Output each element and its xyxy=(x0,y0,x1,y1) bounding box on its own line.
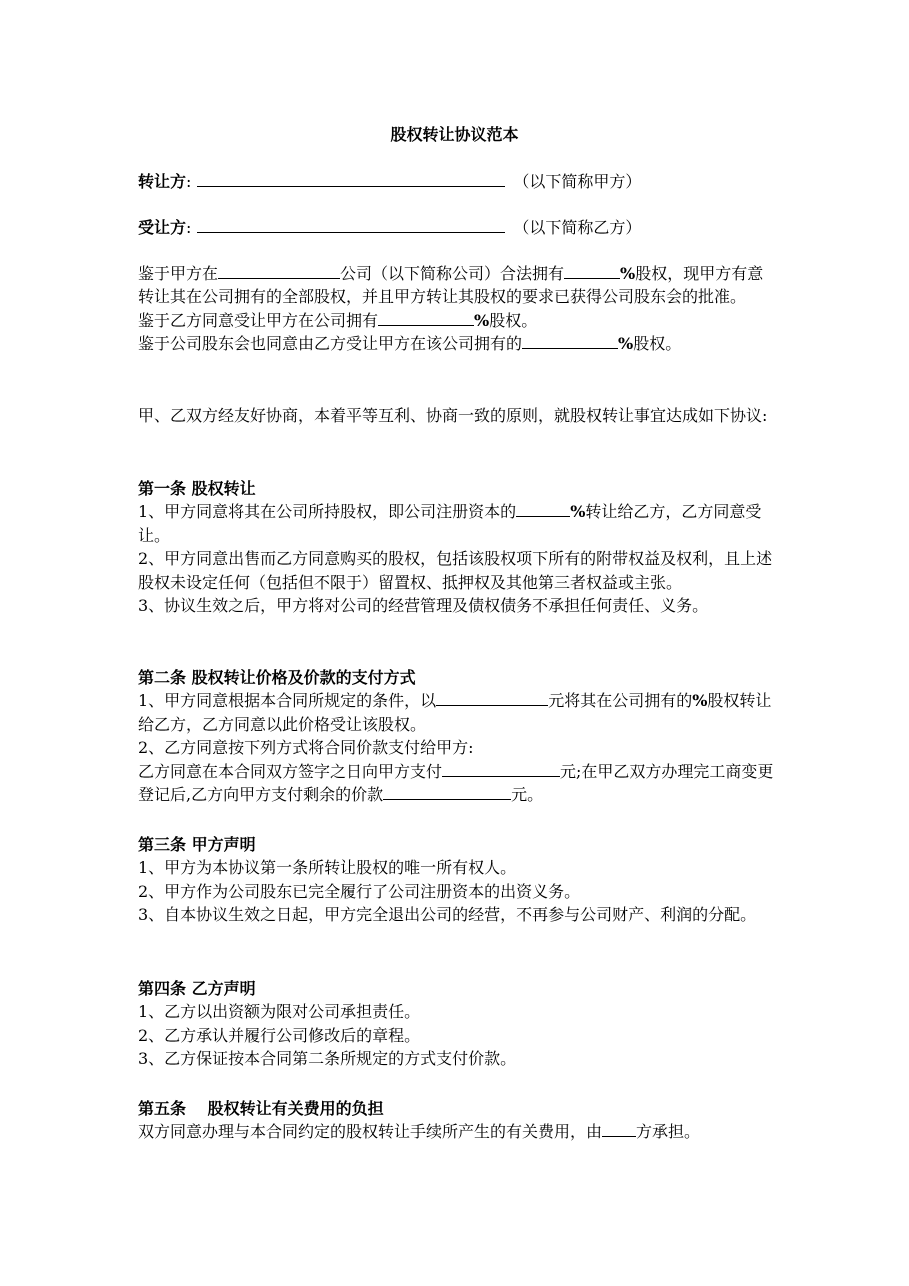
article-2-percent: % xyxy=(692,691,708,711)
article-1-item-3: 3、协议生效之后，甲方将对公司的经营管理及债权债务不承担任何责任、义务。 xyxy=(138,596,709,616)
article-2-item-3-text-a: 乙方同意在本合同双方签字之日向甲方支付 xyxy=(138,761,443,781)
article-4-heading: 第四条 乙方声明 xyxy=(138,979,256,998)
article-2-item-1 xyxy=(138,689,778,736)
article-4-item-2: 2、乙方承认并履行公司修改后的章程。 xyxy=(138,1025,421,1045)
intro-text: 甲、乙双方经友好协商，本着平等互利、协商一致的原则，就股权转让事宜达成如下协议: xyxy=(138,406,768,425)
intro-paragraph xyxy=(138,404,778,427)
article-5-heading: 第五条 股权转让有关费用的负担 xyxy=(138,1099,384,1118)
article-4 xyxy=(138,977,778,1071)
article-3-item-3: 3、自本协议生效之日起，甲方完全退出公司的经营，不再参与公司财产、利润的分配。 xyxy=(138,905,757,925)
article-3-item-1: 1、甲方为本协议第一条所转让股权的唯一所有权人。 xyxy=(138,858,517,878)
recital-3-blank xyxy=(522,334,618,349)
recital-2-blank xyxy=(378,311,474,326)
article-1-item-1 xyxy=(138,500,778,547)
article-2-item-2: 2、乙方同意按下列方式将合同价款支付给甲方: xyxy=(138,738,474,758)
recital-3 xyxy=(138,332,778,355)
article-2-item-1-text-a: 1、甲方同意根据本合同所规定的条件，以 xyxy=(138,691,437,711)
recital-2-percent: % xyxy=(474,310,490,330)
company-blank xyxy=(218,264,340,279)
article-2-item-1-text-d: 股权转让给乙方，乙方同意以此价格受让该股权。 xyxy=(138,691,772,734)
article-1-percent: % xyxy=(570,502,586,522)
document-title: 股权转让协议范本 xyxy=(390,125,519,144)
transferee-label: 受让方 xyxy=(138,218,187,237)
article-5 xyxy=(138,1097,778,1144)
price-blank xyxy=(436,691,548,706)
transferor-suffix: （以下简称甲方） xyxy=(513,172,642,191)
recital-1 xyxy=(138,262,778,309)
transferee-colon: : xyxy=(186,218,192,237)
transferee-blank xyxy=(197,217,505,233)
first-payment-blank xyxy=(442,762,560,777)
recital-2-text-a: 鉴于乙方同意受让甲方在公司拥有 xyxy=(138,310,379,330)
transferor-line xyxy=(138,169,641,192)
remaining-payment-blank xyxy=(383,785,511,800)
article-2-heading: 第二条 股权转让价格及价款的支付方式 xyxy=(138,668,416,687)
article-2-item-1-text-b: 元将其在公司拥有的 xyxy=(548,691,693,711)
article-4-item-1: 1、乙方以出资额为限对公司承担责任。 xyxy=(138,1002,421,1022)
transferor-label: 转让方 xyxy=(138,172,187,191)
article-2-item-3 xyxy=(138,760,778,807)
article-3 xyxy=(138,833,778,927)
recital-1-percent: % xyxy=(620,264,636,283)
recital-2 xyxy=(138,309,778,332)
recital-1-text-d: 股权，现甲方有意转让其在公司拥有的全部股权，并且甲方转让其股权的要求已获得公司股东会的批准。 xyxy=(138,264,764,307)
article-1-heading: 第一条 股权转让 xyxy=(138,479,256,498)
article-1-item-1-text-a: 1、甲方同意将其在公司所持股权，即公司注册资本的 xyxy=(138,502,517,522)
transferor-blank xyxy=(197,171,505,187)
recital-3-percent: % xyxy=(618,334,634,354)
recital-1-text-a: 鉴于甲方在 xyxy=(138,264,219,283)
article-5-item-1-text-a: 双方同意办理与本合同约定的股权转让手续所产生的有关费用，由 xyxy=(138,1122,603,1142)
article-2-item-3-text-b: 元;在甲乙双方办理完工商变更登记后,乙方向甲方支付剩余的价款 xyxy=(138,761,774,805)
article-5-item-1-text-b: 方承担。 xyxy=(636,1122,701,1142)
recital-3-text-a: 鉴于公司股东会也同意由乙方受让甲方在该公司拥有的 xyxy=(138,334,523,354)
recital-3-text-c: 股权。 xyxy=(633,334,682,354)
registered-capital-percent-blank xyxy=(516,502,570,517)
article-1-item-2: 2、甲方同意出售而乙方同意购买的股权，包括该股权项下所有的附带权益及权利，且上述股权未设定任何（包括但不限于）留置权、抵押权及其他第三者权益或主张。 xyxy=(138,549,773,592)
recital-1-text-b: 公司（以下简称公司）合法拥有 xyxy=(340,264,565,283)
transferor-colon: : xyxy=(186,172,192,191)
fee-party-blank xyxy=(602,1122,636,1137)
article-1-item-1-text-c: 转让给乙方，乙方同意受让。 xyxy=(138,502,762,545)
article-1 xyxy=(138,477,778,617)
transferee-suffix: （以下简称乙方） xyxy=(513,218,642,237)
article-2-item-3-text-c: 元。 xyxy=(511,785,544,805)
article-4-item-3: 3、乙方保证按本合同第二条所规定的方式支付价款。 xyxy=(138,1049,517,1069)
article-3-heading: 第三条 甲方声明 xyxy=(138,835,256,854)
recitals xyxy=(138,262,778,356)
share-percent-blank xyxy=(564,264,620,279)
article-3-item-2: 2、甲方作为公司股东已完全履行了公司注册资本的出资义务。 xyxy=(138,881,581,901)
recital-2-text-c: 股权。 xyxy=(489,310,538,330)
article-2 xyxy=(138,666,778,806)
article-5-item-1 xyxy=(138,1120,778,1143)
transferee-line xyxy=(138,215,641,238)
